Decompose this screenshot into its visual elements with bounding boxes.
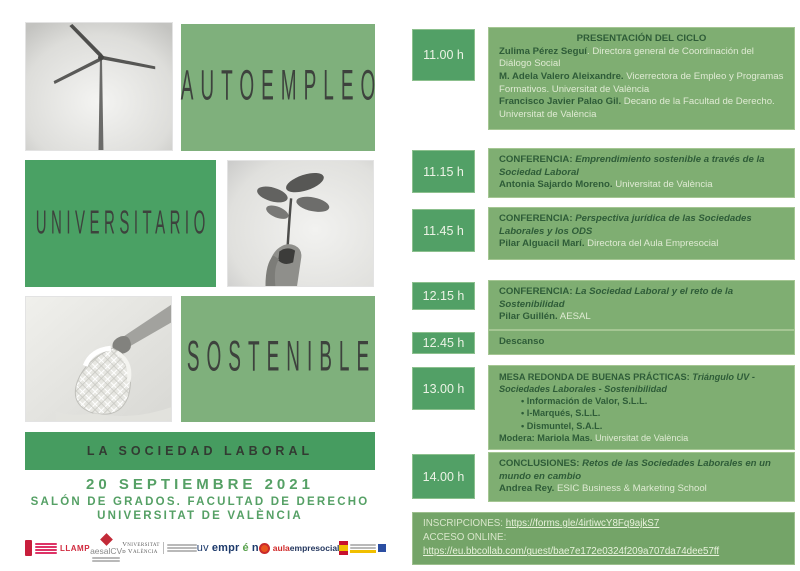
aula-wordmark-red: aula: [272, 543, 290, 553]
uv-department-bars: [167, 544, 197, 552]
generalitat-valenciana-llamp-logo: [25, 540, 90, 556]
schedule-row-1100: [412, 27, 795, 130]
schedule-row-1145: [412, 207, 795, 260]
uvempren-logo: [197, 542, 259, 554]
online-access-line: [423, 531, 784, 559]
gobierno-espana-logo: [339, 541, 386, 555]
aesal-cv-logo: [90, 535, 122, 562]
aesal-diamond-icon: [100, 533, 113, 546]
session-card: [488, 330, 795, 355]
aula-empresocial-logo: [259, 543, 340, 554]
sponsor-logos-row: [25, 533, 377, 563]
schedule-row-1245: [412, 330, 795, 355]
gva-text-bars: [35, 543, 57, 554]
session-card: [488, 207, 795, 260]
hand-holding-seedling-photo: [227, 160, 374, 287]
speaker-line: Francisco Javier Palao Gil. Decano de la Facultad de Derecho. Universitat de València: [499, 96, 775, 120]
session-title: CONFERENCIA: Emprendimiento sostenible a través de la Sociedad Laboral: [499, 154, 765, 178]
time-badge: 14.00 h: [412, 454, 475, 499]
session-title: PRESENTACIÓN DEL CICLO: [576, 33, 707, 44]
moderator-line: Modera: Mariola Mas. Universitat de València: [499, 432, 689, 443]
online-access-link[interactable]: https://eu.bbcollab.com/guest/bae7e172e0324f209a707da74dee57ff: [423, 546, 720, 558]
wind-turbine-illustration: [26, 23, 172, 150]
spain-flag-icon: [339, 541, 348, 555]
time-badge: 11.15 h: [412, 150, 475, 193]
registration-links-panel: [412, 512, 795, 565]
subtitle-text: LA SOCIEDAD LABORAL: [86, 444, 314, 458]
wind-turbine-photo: [25, 22, 173, 151]
speaker-line: Pilar Alguacil Marí. Directora del Aula Empresocial: [499, 238, 719, 250]
uvempren-text: empr: [211, 542, 240, 554]
uvempren-uv: uv: [196, 542, 209, 554]
speaker-line: Antonia Sajardo Moreno. Universitat de València: [499, 179, 713, 191]
aula-circle-icon: [259, 543, 270, 554]
mesh-bag-illustration: [26, 297, 171, 421]
schedule-row-1215: [412, 280, 795, 330]
mesh-bag-photo: [25, 296, 172, 422]
session-card: [488, 365, 795, 450]
speaker-line: Andrea Rey. ESIC Business & Marketing School: [499, 483, 707, 495]
universitat-valencia-logo: [122, 541, 197, 556]
time-badge: 12.45 h: [412, 332, 475, 354]
title-block-sostenible: [181, 296, 375, 422]
spain-yellow-bar: [350, 550, 376, 553]
aula-wordmark-dark: empresocial: [289, 543, 340, 553]
llamp-wordmark: LLAMP: [60, 543, 91, 553]
speaker-line: M. Adela Valero Aleixandre. Vicerrectora de Empleo y Programas Formativos. Universitat de València: [499, 70, 784, 95]
aesal-text-bars: [92, 557, 120, 562]
subtitle-band: [25, 432, 375, 470]
session-title: MESA REDONDA DE BUENAS PRÁCTICAS: Triángulo UV - Sociedades Laborales - Sostenibilidad: [499, 372, 755, 395]
speaker-line: Zulima Pérez Seguí. Directora general de Coordinación del Diálogo Social: [499, 45, 754, 70]
schedule-row-1400: [412, 452, 795, 502]
title-universitario: UNIVERSITARIO: [35, 204, 210, 243]
session-title: CONFERENCIA: Perspectiva jurídica de las Sociedades Laborales y los ODS: [499, 213, 752, 237]
event-venue: SALÓN DE GRADOS. FACULTAD DE DERECHO: [30, 496, 370, 508]
inscriptions-link[interactable]: https://forms.gle/4irtiwcY8Fq9ajkS7: [505, 518, 660, 529]
event-date: 20 SEPTIEMBRE 2021: [86, 476, 314, 493]
time-badge: 13.00 h: [412, 367, 475, 410]
title-autoempleo: AUTOEMPLEO: [180, 62, 383, 110]
aesal-wordmark: aesal: [90, 545, 111, 556]
gva-flag-icon: [25, 540, 32, 556]
break-label: Descanso: [499, 336, 545, 348]
uv-wordmark-line1: Vniversitat: [122, 540, 160, 548]
roundtable-company: • Dismuntel, S.A.L.: [521, 420, 784, 432]
time-badge: 11.45 h: [412, 209, 475, 252]
inscriptions-line: [423, 517, 784, 531]
title-sostenible: SOSTENIBLE: [186, 334, 377, 382]
time-badge: 12.15 h: [412, 282, 475, 310]
time-badge: 11.00 h: [412, 29, 475, 81]
event-university: UNIVERSITAT DE VALÈNCIA: [97, 510, 303, 522]
session-card: [488, 280, 795, 330]
session-title: CONCLUSIONES: Retos de las Sociedades Laborales en un mundo en cambio: [499, 458, 771, 482]
schedule-row-1300: [412, 365, 795, 450]
inscriptions-label: INSCRIPCIONES:: [423, 518, 506, 529]
title-block-autoempleo: [180, 24, 383, 151]
session-card: [488, 452, 795, 502]
session-card: [488, 148, 795, 198]
roundtable-company: • I-Marqués, S.L.L.: [521, 407, 784, 419]
date-venue-block: [25, 476, 375, 522]
uv-wordmark-line2: ᴅ València: [122, 548, 158, 555]
title-block-universitario: [25, 160, 216, 287]
session-title: CONFERENCIA: La Sociedad Laboral y el reto de la Sostenibilidad: [499, 286, 734, 310]
uvempren-text-end: n: [251, 542, 259, 554]
roundtable-company: • Información de Valor, S.L.L.: [521, 395, 784, 407]
seedling-illustration: [228, 161, 373, 286]
spain-text-bars: [350, 544, 376, 549]
session-card: [488, 27, 795, 130]
online-access-label: ACCESO ONLINE:: [423, 532, 507, 544]
eu-flag-icon: [378, 544, 386, 552]
uvempren-accent: é: [242, 542, 249, 554]
speaker-line: Pilar Guillén. AESAL: [499, 311, 591, 323]
aesal-cv-suffix: CV: [110, 545, 123, 556]
schedule-row-1115: [412, 148, 795, 198]
